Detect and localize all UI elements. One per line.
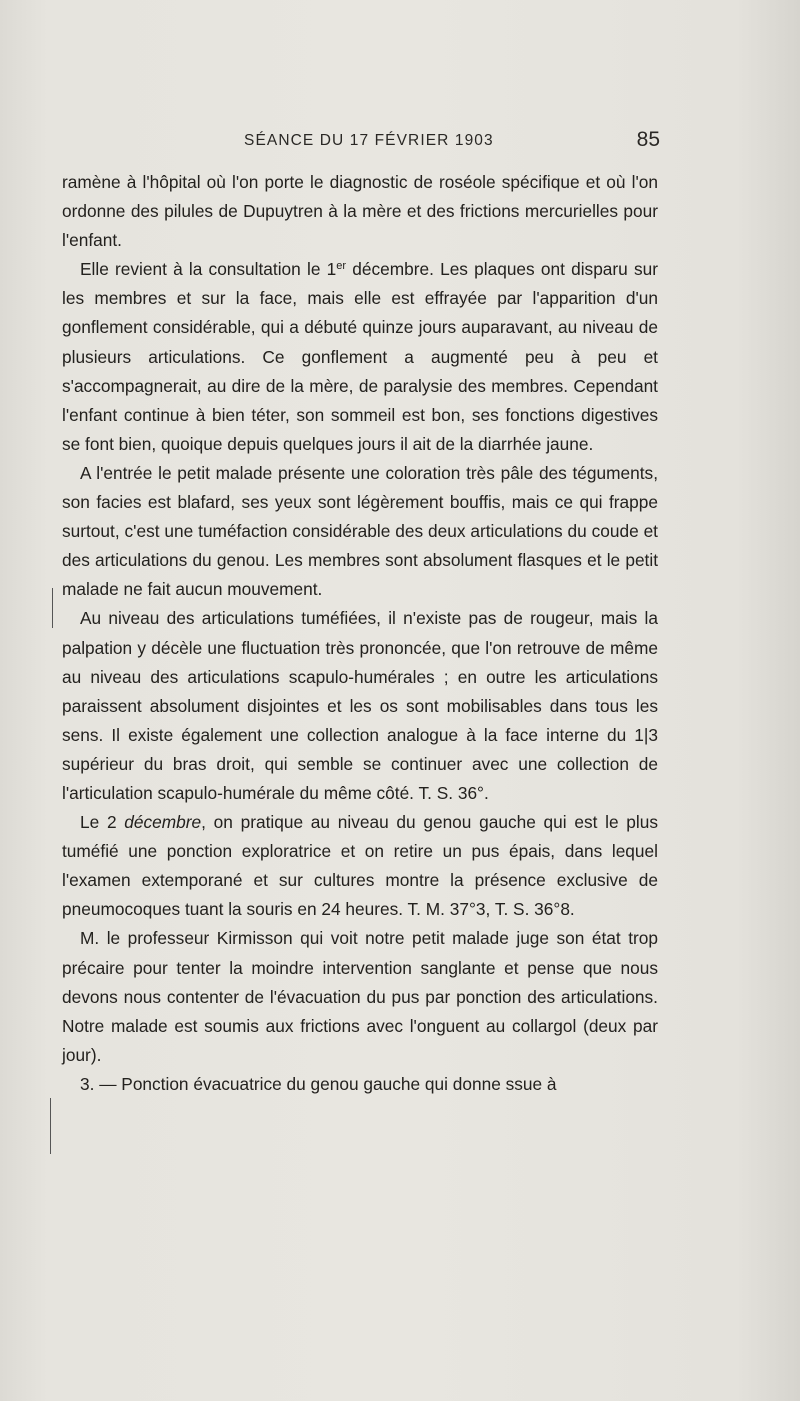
page-number: 85: [636, 128, 660, 151]
date-italic: décembre: [124, 812, 202, 833]
margin-pencil-mark-lower: [50, 1098, 51, 1154]
paragraph-5-rest: , on pratique au niveau du genou gauche qui est le plus tuméfié une ponction exploratrice et on retire un pus épais, dans lequel l'examen extemporané et sur cultures montre la présence exclusive de pneumocoques tuant la souris en 24 heures. T. M. 37°3, T. S. 36°8.: [62, 812, 658, 920]
paragraph-1: ramène à l'hôpital où l'on porte le diagnostic de roséole spécifique et où l'on ordonne des pilules de Dupuytren à la mère et des frictions mercurielles pour l'enfant.: [62, 172, 658, 251]
paragraph-2: [62, 255, 658, 459]
paragraph-5-lead: Le 2: [80, 812, 125, 833]
paragraph-7: 3. — Ponction évacuatrice du genou gauche qui donne ssue à: [80, 1073, 557, 1094]
body-text: [62, 168, 658, 1099]
paragraph-6: M. le professeur Kirmisson qui voit notre petit malade juge son état trop précaire pour tenter la moindre intervention sanglante et pense que nous devons nous contenter de l'évacuation du pus par ponction des articulations. Notre malade est soumis aux frictions avec l'onguent au collargol (deux par jour).: [62, 928, 658, 1065]
margin-pencil-mark-upper: [52, 588, 53, 628]
running-title: SÉANCE DU 17 FÉVRIER 1903: [244, 132, 494, 149]
paragraph-4: Au niveau des articulations tuméfiées, il n'existe pas de rougeur, mais la palpation y décèle une fluctuation très prononcée, que l'on retrouve de même au niveau des articulations scapulo-humérales ; en outre les articulations paraissent absolument disjointes et les os sont mobilisables dans tous les sens. Il existe également une collection analogue à la face interne du 1|3 supérieur du bras droit, qui semble se continuer avec une collection de l'articulation scapulo-humérale du même côté. T. S. 36°.: [62, 608, 658, 803]
page-header: [62, 128, 660, 158]
ordinal-superscript: er: [336, 260, 347, 273]
paragraph-5: [62, 808, 658, 924]
paragraph-2-start: Elle revient à la consultation le 1: [80, 259, 337, 280]
paragraph-2-rest: décembre. Les plaques ont disparu sur les membres et sur la face, mais elle est effrayée par l'apparition d'un gonflement considérable, qui a débuté quinze jours auparavant, au niveau de plusieurs articulations. Ce gonflement a augmenté peu à peu et s'accompagnerait, au dire de la mère, de paralysie des membres. Cependant l'enfant continue à bien téter, son sommeil est bon, ses fonctions digestives se font bien, quoique depuis quelques jours il ait de la diarrhée jaune.: [62, 259, 658, 454]
paragraph-3: A l'entrée le petit malade présente une coloration très pâle des téguments, son facies est blafard, ses yeux sont légèrement bouffis, mais ce qui frappe surtout, c'est une tuméfaction considérable des deux articulations du coude et des articulations du genou. Les membres sont absolument flasques et le petit malade ne fait aucun mouvement.: [62, 462, 658, 600]
